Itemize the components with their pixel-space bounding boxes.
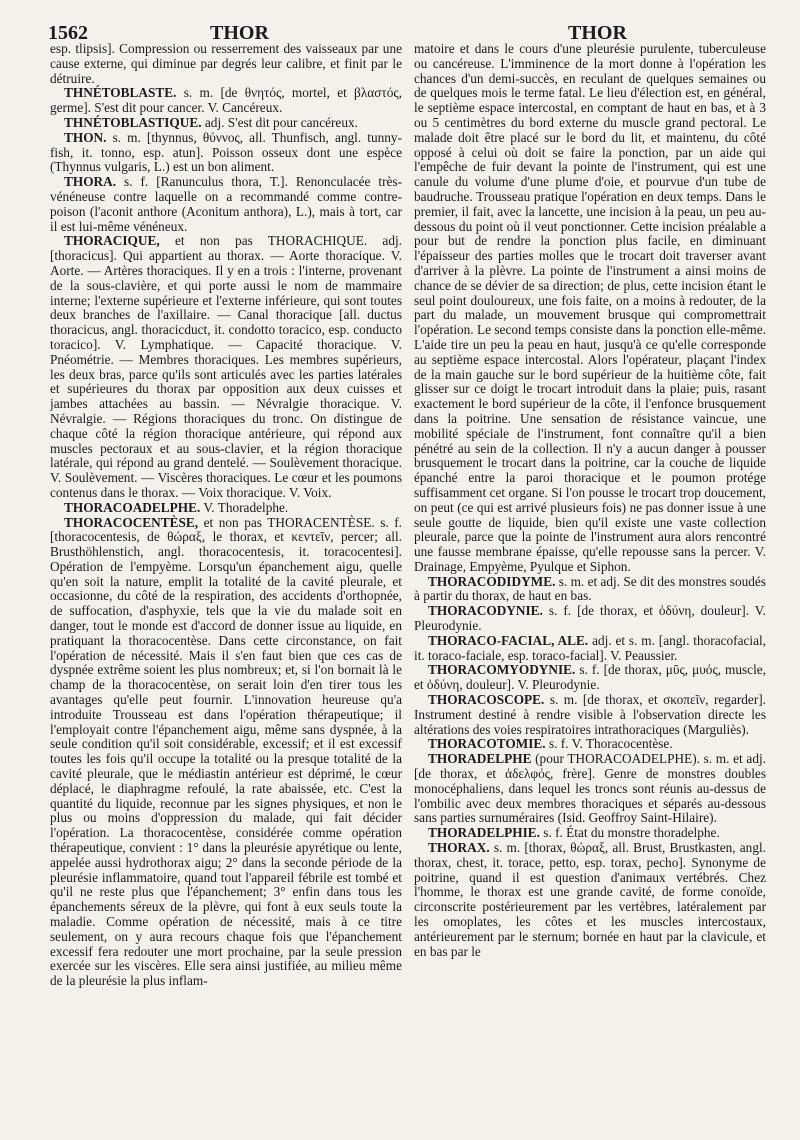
entry — [414, 663, 766, 693]
entry-text: esp. tlipsis]. Compression ou resserrement des vaisseaux par une cause externe, qui diminue par degrés leur calibre, et finit par le détruire. — [50, 42, 402, 86]
headword: THORACODIDYME. — [428, 573, 556, 589]
entry-text: s. m. [de θνητός, mortel, et βλαστός, germe]. S'est dit pour cancer. V. Cancéreux. — [50, 85, 402, 116]
entry-text: (pour THORACOADELPHE). s. m. et adj. [de thorax, et ἀδελφός, frère]. Genre de monstres doubles monocéphaliens, dans lequel les troncs sont réunis au-dessus de l'ombilic avec deux membres thoraciques et séparés au-dessous sans parties surnuméraires (Isid. Geoffroy Saint-Hilaire). — [414, 751, 766, 826]
entry-text: s. m. [thorax, θώραξ, all. Brust, Brustkasten, angl. thorax, chest, it. torace, petto, esp. torax, pecho]. Synonyme de poitrine, quand il est question d'animaux vertébrés. Chez l'homme, le thorax est une grande cavité, de forme conoïde, circonscrite postérieurement par les vertèbres, latéralement par les omoplates, les côtes et les muscles intercostaux, antérieurement par le sternum; bornée en haut par la clavicule, et en bas par le — [414, 840, 766, 959]
entry — [50, 516, 402, 990]
headword: THORACOSCOPE. — [428, 692, 545, 708]
headword: THNÉTOBLASTE. — [64, 85, 177, 101]
page-number: 1562 — [48, 22, 88, 44]
entry-continuation — [414, 42, 766, 575]
entry-text: s. m. [de thorax, et σκοπεῖν, regarder]. Instrument destiné à rendre visible à l'observation directe les altérations des voies respiratoires intrathoraciques (Marguliès). — [414, 692, 766, 737]
entry-continuation — [50, 42, 402, 86]
headword: THON. — [64, 129, 107, 145]
entry-text: adj. et s. m. [angl. thoracofacial, it. toraco-faciale, esp. toraco-facial]. V. Peaussier. — [414, 632, 766, 663]
headword: THORA. — [64, 174, 117, 190]
entry — [50, 501, 402, 516]
entry-text: s. f. [de thorax, et ὀδύνη, douleur]. V. Pleurodynie. — [414, 603, 766, 634]
entry — [414, 826, 766, 841]
entry-text: s. m. [thynnus, θύννος, all. Thunfisch, angl. tunny-fish, it. tonno, esp. atun]. Poisson osseux dont une espèce (Thynnus vulgaris, L.) est un bon aliment. — [50, 129, 402, 175]
headword: THORACO-FACIAL, ALE. — [428, 632, 589, 648]
headword: THORACOTOMIE. — [428, 736, 546, 752]
entry-text: s. f. [Ranunculus thora, T.]. Renonculacée très-vénéneuse contre laquelle on a recommandé comme contre-poison (l'aconit anthore (Aconitum anthora), L.), mais à tort, car il est lui-même vénéneux. — [50, 174, 402, 234]
entry-text: s. f. V. Thoracocentèse. — [548, 736, 673, 752]
entry — [414, 634, 766, 664]
entry — [414, 841, 766, 959]
entry — [50, 234, 402, 500]
entry-text: matoire et dans le cours d'une pleurésie purulente, tuberculeuse ou cancéreuse. L'imminence de la mort donne à l'opération les chances d'un demi-succès, en reculant de quelques semaines ou de quelques mois le terme fatal. Le lieu d'élection est, en général, le septième espace intercostal, en comptant de haut en bas, et à 3 ou 5 centimètres du bord externe du muscle grand pectoral. Le malade doit être placé sur le bord du lit, et maintenu, du côté opposé à celui où doit se faire la ponction, par un aide qui l'empêche de fuir devant la pointe de l'instrument, qui est une canule du volume d'une plume d'oie, et pourvue d'un tube de baudruche. Trousseau pratique l'opération en deux temps. Dans le premier, il fait, avec la lancette, une incision à la peau, un peu au-dessous du point où il veut ponctionner. Cette incision préalable a pour but de rendre la ponction plus facile, en diminuant l'épaisseur des parties molles que le trocart doit traverser avant d'arriver à la plèvre. La pointe de l'instrument a ainsi moins de chance de se dévier de sa direction; de plus, cette incision étant le seul point douloureux, une fois faite, on a moins à redouter, de la part du malade, un mouvement brusque qui compromettrait l'opération. Le second temps consiste dans la ponction elle-même. L'aide tire un peu la peau en haut, jusqu'à ce qu'elle corresponde au septième espace intercostal. Alors l'opérateur, plaçant l'index de la main gauche sur le bord supérieur de la huitième côte, fait glisser sur ce doigt le trocart introduit dans la plaie; puis, rasant exactement le bord supérieur de la côte, il l'enfonce brusquement dans la poitrine. Une sensation de résistance vaincue, une mobilité spéciale de l'instrument, font connaître qu'il a bien pénétré au sein de la collection. Il n'y a aucun danger à pousser brusquement le trocart dans la poitrine, car la couche de liquide épanché entre la paroi thoracique et le poumon protége suffisamment cet organe. Si l'on pousse le trocart trop doucement, on peut (ce qui est arrivé plusieurs fois) ne pas donner issue à une seule goutte de liquide, bien qu'il existe une vaste collection pleurale, parce que la pointe de l'instrument aura alors rencontré une fausse membrane épaisse, qu'elle repousse sans la percer. V. Drainage, Empyème, Pyulque et Siphon. — [414, 42, 766, 574]
entry — [414, 693, 766, 737]
entry — [50, 131, 402, 175]
left-column — [50, 42, 402, 1132]
entry — [414, 575, 766, 605]
headword: THORADELPHIE. — [428, 825, 540, 841]
entry — [414, 752, 766, 826]
right-guide-word: THOR — [568, 22, 627, 44]
entry-text: s. f. État du monstre thoradelphe. — [543, 825, 720, 841]
headword: THORACODYNIE. — [428, 603, 543, 619]
entry-text: s. m. et adj. Se dit des monstres soudés à partir du thorax, de haut en bas. — [414, 573, 766, 604]
entry — [50, 175, 402, 234]
right-column — [414, 42, 766, 1132]
headword: THORAX. — [428, 840, 490, 856]
headword: THORACIQUE, — [64, 233, 160, 249]
headword: THORACOADELPHE. — [64, 499, 201, 515]
entry — [414, 737, 766, 752]
entry-text: V. Thoradelphe. — [203, 499, 289, 515]
entry-text: et non pas THORACENTÈSE. s. f. [thoracocentesis, de θώραξ, le thorax, et κεντεῖν, percer; all. Brusthöhlenstich, angl. thoracocentesis, it. toracocentesi]. Opération de l'empyème. Lorsqu'un épanchement aigu, quelle qu'en soit la nature, emplit la totalité de la cavité pleurale, et occasionne, du côté de la respiration, des accidents d'orthopnée, de suffocation, d'asphyxie, tels que la vie du malade soit en danger, tout le monde est d'accord de donner issue au liquide, en pratiquant la thoracocentèse. Dans cette circonstance, on fait l'opération de nécessité. Mais il s'en faut bien que ces cas de dyspnée extrême soient les plus nombreux; et, si l'on bornait là le champ de la thoracocentèse, on serait loin d'en tirer tous les avantages qu'elle peut fournir. L'innovation heureuse qu'a introduite Trousseau est dans l'opération thérapeutique; il l'employait contre l'épanchement aigu, même sans dyspnée, à la seule condition qu'il soit considérable, excessif; et il est excessif toutes les fois qu'il occupe la totalité ou la presque totalité de la cavité pleurale, que le médiastin antérieur est déprimé, le cœur déplacé, le diaphragme refoulé, la rate abaissée, etc. C'est la quantité du liquide, reconnue par les signes physiques, et non le plus ou moins d'oppression du malade, qui fait décider l'opération. La thoracocentèse, considérée comme opération thérapeutique, convient : 1° dans la pleurésie apyrétique ou lente, appelée aussi hydrothorax aigu; 2° dans la seconde période de la pleurésie inflammatoire, quand tout l'appareil fébrile est tombé et qu'il ne reste plus que l'épanchement; 3° enfin dans tous les épanchements séreux de la plèvre, qui font à eux seuls toute la maladie. Comme opération de nécessité, mais à ce titre seulement, on y aura recours chaque fois que l'épanchement excessif fera redouter une mort prochaine, par la seule pression exercée sur les viscères. Elle sera ainsi justifiée, au milieu même de la pleurésie la plus inflam- — [50, 514, 402, 989]
headword: THORACOMYODYNIE. — [428, 662, 576, 678]
left-guide-word: THOR — [210, 22, 269, 44]
headword: THORADELPHE — [428, 751, 532, 767]
headword: THNÉTOBLASTIQUE. — [64, 114, 202, 130]
entry-text: et non pas THORACHIQUE. adj. [thoracicus]. Qui appartient au thorax. — Aorte thoracique. V. Aorte. — Artères thoraciques. Il y en a trois : l'interne, provenant de la sous-clavière, et qui porte aussi le nom de mammaire interne; l'externe supérieure et l'externe inférieure, qui sont toutes deux branches de l'axillaire. — Canal thoracique [all. ductus thoracicus, angl. thoracicduct, it. condotto toracico, esp. conducto toracico]. V. Lymphatique. — Capacité thoracique. V. Pnéométrie. — Membres thoraciques. Les membres supérieurs, les deux bras, parce qu'ils sont articulés avec les parties latérales et supérieures du thorax par opposition aux deux cuisses et jambes attachées au bassin. — Névralgie thoracique. V. Névralgie. — Régions thoraciques du tronc. On distingue de chaque côté la région thoracique antérieure, qui répond aux muscles pectoraux et au sous-clavier, et la région thoracique latérale, qui répond au grand dentelé. — Soulèvement thoracique. V. Soulèvement. — Viscères thoraciques. Le cœur et les poumons contenus dans le thorax. — Voix thoracique. V. Voix. — [50, 233, 402, 500]
entry — [50, 86, 402, 116]
entry — [414, 604, 766, 634]
entry — [50, 116, 402, 131]
running-head — [0, 22, 800, 44]
headword: THORACOCENTÈSE, — [64, 514, 199, 530]
entry-text: adj. S'est dit pour cancéreux. — [204, 114, 358, 130]
entry-text: s. f. [de thorax, μῦς, μυός, muscle, et ὀδύνη, douleur]. V. Pleurodynie. — [414, 662, 766, 693]
